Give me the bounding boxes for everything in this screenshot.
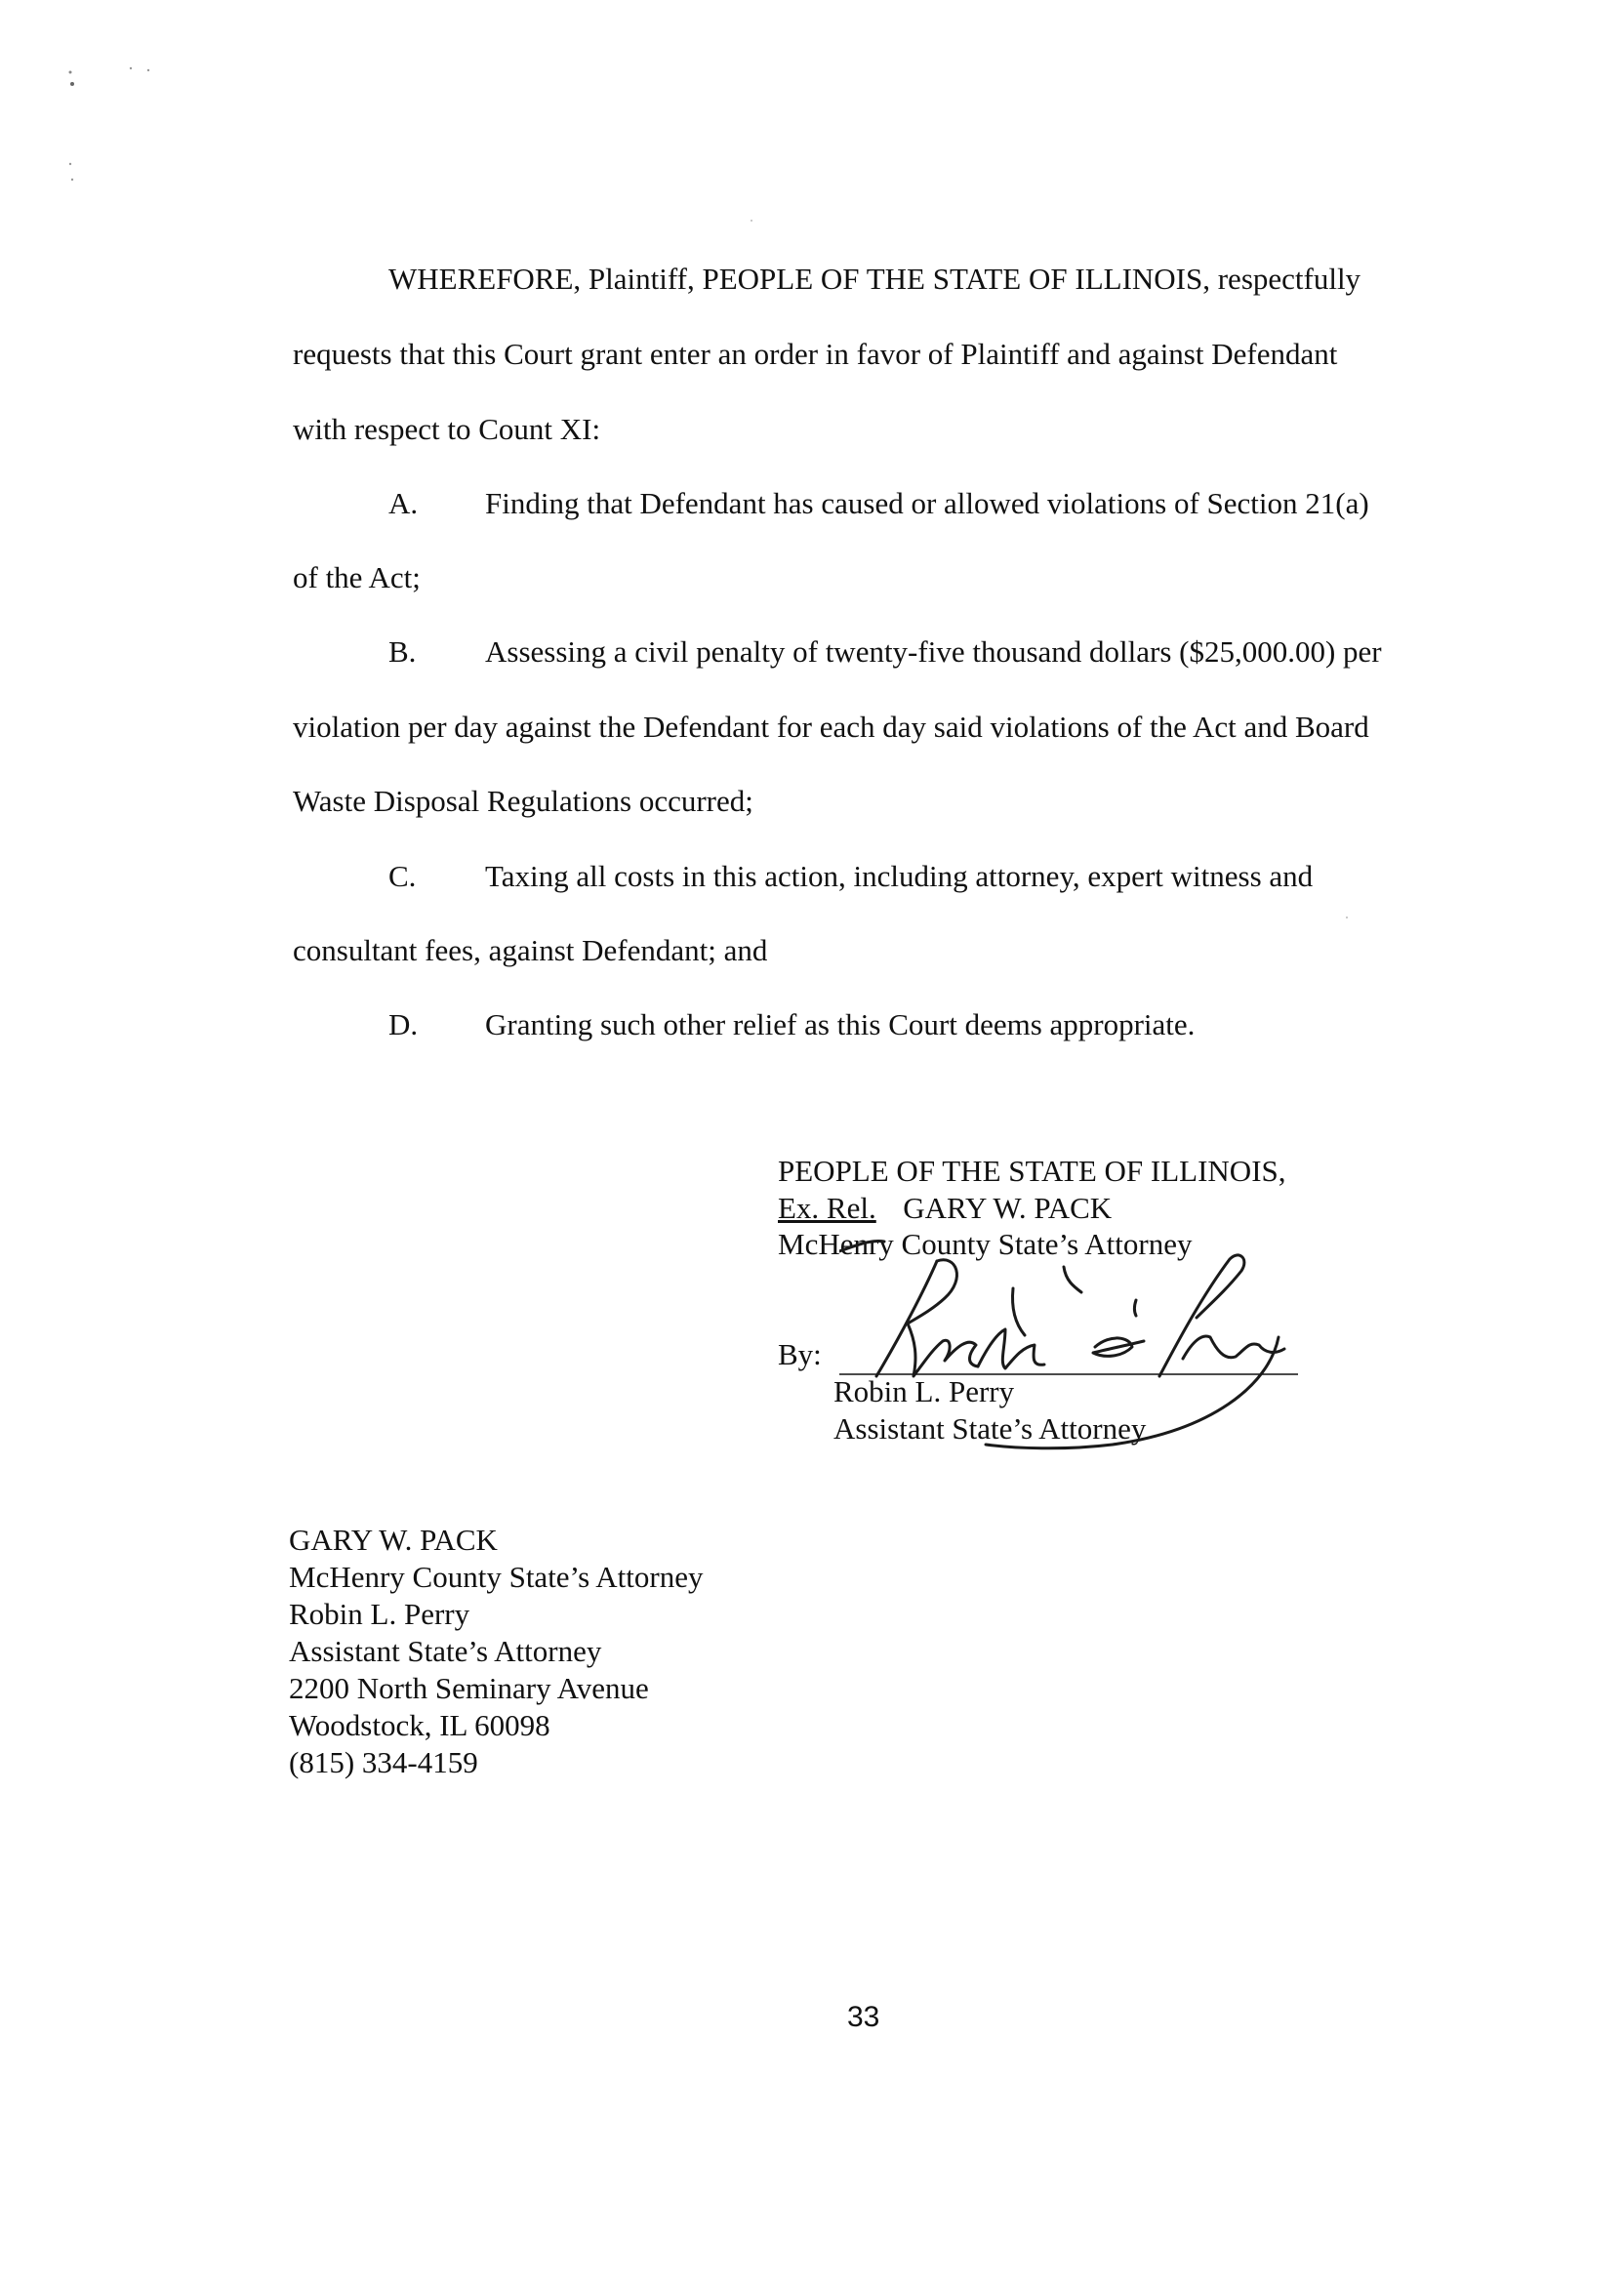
item-c-marker: C. <box>388 859 417 893</box>
item-b-line-3: Waste Disposal Regulations occurred; <box>293 784 753 818</box>
item-a-line-2: of the Act; <box>293 560 421 594</box>
signature-signer-title: Assistant State’s Attorney <box>833 1411 1147 1446</box>
wherefore-line-1: WHEREFORE, Plaintiff, PEOPLE OF THE STATE OF ILLINOIS, respectfully <box>388 262 1361 296</box>
item-b-line-2: violation per day against the Defendant for each day said violations of the Act and Board <box>293 710 1369 744</box>
signature-office: McHenry County State’s Attorney <box>778 1227 1193 1261</box>
counsel-line-7: (815) 334-4159 <box>289 1745 478 1779</box>
signature-signer-name: Robin L. Perry <box>833 1374 1015 1408</box>
item-b-marker: B. <box>388 634 417 669</box>
counsel-line-1: GARY W. PACK <box>289 1523 498 1557</box>
counsel-line-3: Robin L. Perry <box>289 1597 470 1631</box>
item-c-line-2: consultant fees, against Defendant; and <box>293 933 768 967</box>
counsel-line-4: Assistant State’s Attorney <box>289 1634 602 1668</box>
handwritten-signature <box>839 1240 1327 1464</box>
item-c-line-1: Taxing all costs in this action, including attorney, expert witness and <box>485 859 1314 893</box>
counsel-line-5: 2200 North Seminary Avenue <box>289 1671 649 1705</box>
item-b-line-1: Assessing a civil penalty of twenty-five thousand dollars ($25,000.00) per <box>485 634 1382 669</box>
ex-rel-label: Ex. Rel. <box>778 1191 876 1225</box>
signature-party: PEOPLE OF THE STATE OF ILLINOIS, <box>778 1154 1286 1188</box>
signature-by-label: By: <box>778 1337 822 1371</box>
item-d-line-1: Granting such other relief as this Court deems appropriate. <box>485 1007 1196 1041</box>
counsel-line-6: Woodstock, IL 60098 <box>289 1708 550 1742</box>
counsel-line-2: McHenry County State’s Attorney <box>289 1560 704 1594</box>
ex-rel-name: GARY W. PACK <box>903 1191 1113 1225</box>
page-number: 33 <box>847 2001 880 2033</box>
signature-ex-rel <box>778 1193 1112 1223</box>
wherefore-line-3: with respect to Count XI: <box>293 412 601 446</box>
item-d-marker: D. <box>388 1007 419 1041</box>
item-a-marker: A. <box>388 486 419 520</box>
item-a-line-1: Finding that Defendant has caused or allowed violations of Section 21(a) <box>485 486 1369 520</box>
wherefore-line-2: requests that this Court grant enter an order in favor of Plaintiff and against Defendant <box>293 337 1338 371</box>
